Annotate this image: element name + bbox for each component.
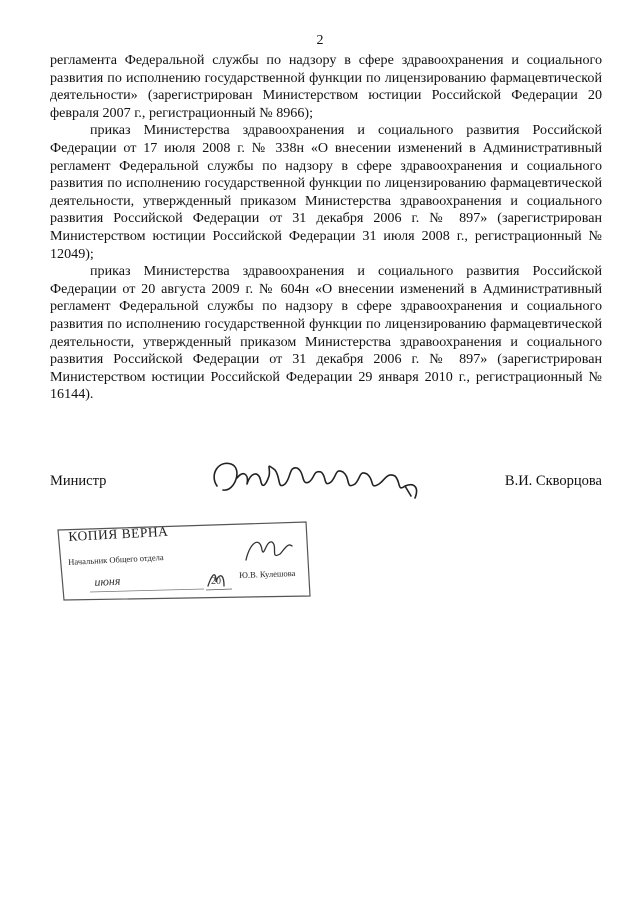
certified-copy-stamp [56, 520, 318, 604]
page-number: 2 [316, 33, 324, 48]
paragraph-order-604n: приказ Министерства здравоохранения и социального развития Российской Федерации от 20 августа 2009 г. № 604н «О внесении изменений в Административный регламент Федеральной службы по надзору в сфере здравоохранения и социального развития по исполнению государственной функции по лицензированию фармацевтической деятельности, утвержденный приказом Министерства здравоохранения и социального развития Российской Федерации от 31 декабря 2006 г. № 897» (зарегистрирован Министерством юстиции Российской Федерации 29 января 2010 г., регистрационный № 16144). [50, 263, 602, 403]
stamp-name: Ю.В. Кулешова [239, 568, 296, 580]
handwritten-signature [205, 448, 455, 508]
body-text [50, 52, 602, 404]
paragraph-continuation: регламента Федеральной службы по надзору в сфере здравоохранения и социального развития по исполнению государственной функции по лицензированию фармацевтической деятельности» (зарегистрирован Министерством юстиции Российской Федерации 20 февраля 2007 г., регистрационный № 8966); [50, 52, 602, 121]
stamp-title: КОПИЯ ВЕРНА [68, 523, 169, 544]
signature-block [50, 470, 602, 510]
signatory-name: В.И. Скворцова [504, 473, 602, 489]
stamp-position: Начальник Общего отдела [68, 552, 164, 567]
stamp-year: 20 [211, 576, 221, 587]
paragraph-order-338n: приказ Министерства здравоохранения и социального развития Российской Федерации от 17 июля 2008 г. № 338н «О внесении изменений в Административный регламент Федеральной службы по надзору в сфере здравоохранения и социального развития по исполнению государственной функции по лицензированию фармацевтической деятельности, утвержденный приказом Министерства здравоохранения и социального развития Российской Федерации от 31 декабря 2006 г. № 897» (зарегистрирован Министерством юстиции Российской Федерации 31 июля 2008 г., регистрационный № 12049); [50, 122, 602, 262]
signatory-title: Министр [50, 473, 107, 489]
stamp-date: июня [94, 573, 121, 589]
